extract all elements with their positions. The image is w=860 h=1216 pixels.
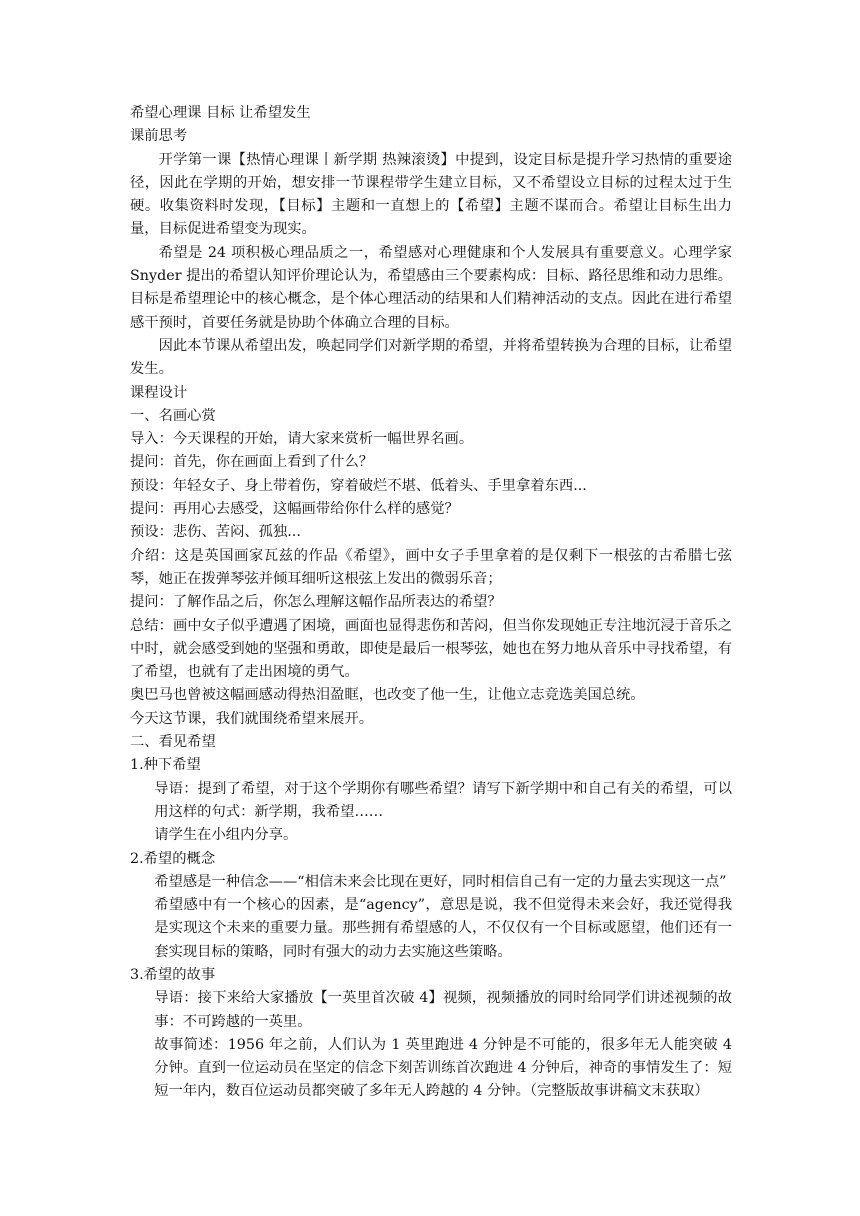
section-heading: 一、名画心赏 (130, 407, 216, 424)
section1-line: 导入：今天课程的开始，请大家来赏析一幅世界名画。 (130, 431, 474, 448)
section1-line: 总结：画中女子似乎遭遇了困境，画面也显得悲伤和苦闷，但当你发现她正专注地沉浸于音乐之中时，就会感受到她的坚强和勇敢，即使是最后一根琴弦，她也在努力地从音乐中寻找希望，有了希望，也就有了走出困境的勇气。 (130, 617, 732, 681)
intro-paragraph: 希望是 24 项积极心理品质之一，希望感对心理健康和个人发展具有重要意义。心理学家 Snyder 提出的希望认知评价理论认为，希望感由三个要素构成：目标、路径思维和动力思维。目标是希望理论中的核心概念，是个体心理活动的结果和人们精神活动的支点。因此在进行希望感干预时，首要任务就是协助个体确立合理的目标。 (130, 244, 732, 331)
subsection-paragraph: 故事简述：1956 年之前，人们认为 1 英里跑进 4 分钟是不可能的，很多年无人能突破 4 分钟。直到一位运动员在坚定的信念下刻苦训练首次跑进 4 分钟后，神奇的事情发生了：短短一年内，数百位运动员都突破了多年无人跨越的 4 分钟。（完整版故事讲稿文末获取） (154, 1036, 732, 1100)
subsection-heading: 3.希望的故事 (130, 966, 216, 983)
subsection-body (130, 987, 732, 1103)
section1-line: 预设：年轻女子、身上带着伤，穿着破烂不堪、低着头、手里拿着东西... (130, 477, 587, 494)
subsection-paragraph: 希望感是一种信念——“相信未来会比现在更好，同时相信自己有一定的力量去实现这一点” (154, 873, 727, 890)
subsection-heading: 1.种下希望 (130, 757, 201, 774)
subsection-paragraph: 请学生在小组内分享。 (154, 827, 298, 844)
pre-class-heading: 课前思考 (130, 128, 188, 145)
section1-line: 奥巴马也曾被这幅画感动得热泪盈眶，也改变了他一生，让他立志竞选美国总统。 (130, 687, 645, 704)
design-heading: 课程设计 (130, 384, 188, 401)
section1-line: 预设：悲伤、苦闷、孤独... (130, 524, 301, 541)
section1-line: 提问：再用心去感受，这幅画带给你什么样的感觉？ (130, 501, 459, 518)
section1-line: 提问：首先，你在画面上看到了什么？ (130, 454, 374, 471)
section1-line: 介绍：这是英国画家瓦兹的作品《希望》，画中女子手里拿着的是仅剩下一根弦的古希腊七弦琴，她正在拨弹琴弦并倾耳细听这根弦上发出的微弱乐音； (130, 547, 732, 587)
subsection-paragraph: 希望感中有一个核心的因素，是“agency”，意思是说，我不但觉得未来会好，我还觉得我是实现这个未来的重要力量。那些拥有希望感的人，不仅仅有一个目标或愿望，他们还有一套实现目标的策略，同时有强大的动力去实施这些策略。 (154, 897, 732, 960)
section1-line: 今天这节课，我们就围绕希望来展开。 (130, 710, 374, 727)
section-heading: 二、看见希望 (130, 734, 216, 751)
subsection-paragraph: 导语：提到了希望，对于这个学期你有哪些希望？请写下新学期中和自己有关的希望，可以用这样的句式：新学期，我希望…… (154, 780, 732, 820)
intro-paragraph: 因此本节课从希望出发，唤起同学们对新学期的希望，并将希望转换为合理的目标，让希望发生。 (130, 337, 732, 378)
subsection-heading: 2.希望的概念 (130, 850, 216, 867)
subsection-body (130, 871, 732, 964)
intro-paragraph: 开学第一课【热情心理课丨新学期 热辣滚烫】中提到，设定目标是提升学习热情的重要途径，因此在学期的开始，想安排一节课程带学生建立目标，又不希望设立目标的过程太过于生硬。收集资料时发现，【目标】主题和一直想上的【希望】主题不谋而合。希望让目标生出力量，目标促进希望变为现实。 (130, 151, 732, 238)
section1-line: 提问：了解作品之后，你怎么理解这幅作品所表达的希望？ (130, 594, 502, 611)
document-title: 希望心理课 目标 让希望发生 (130, 105, 311, 121)
subsection-paragraph: 导语：接下来给大家播放【一英里首次破 4】视频，视频播放的同时给同学们讲述视频的故事：不可跨越的一英里。 (154, 990, 732, 1030)
document-page (130, 102, 732, 1104)
subsection-body (130, 778, 732, 848)
